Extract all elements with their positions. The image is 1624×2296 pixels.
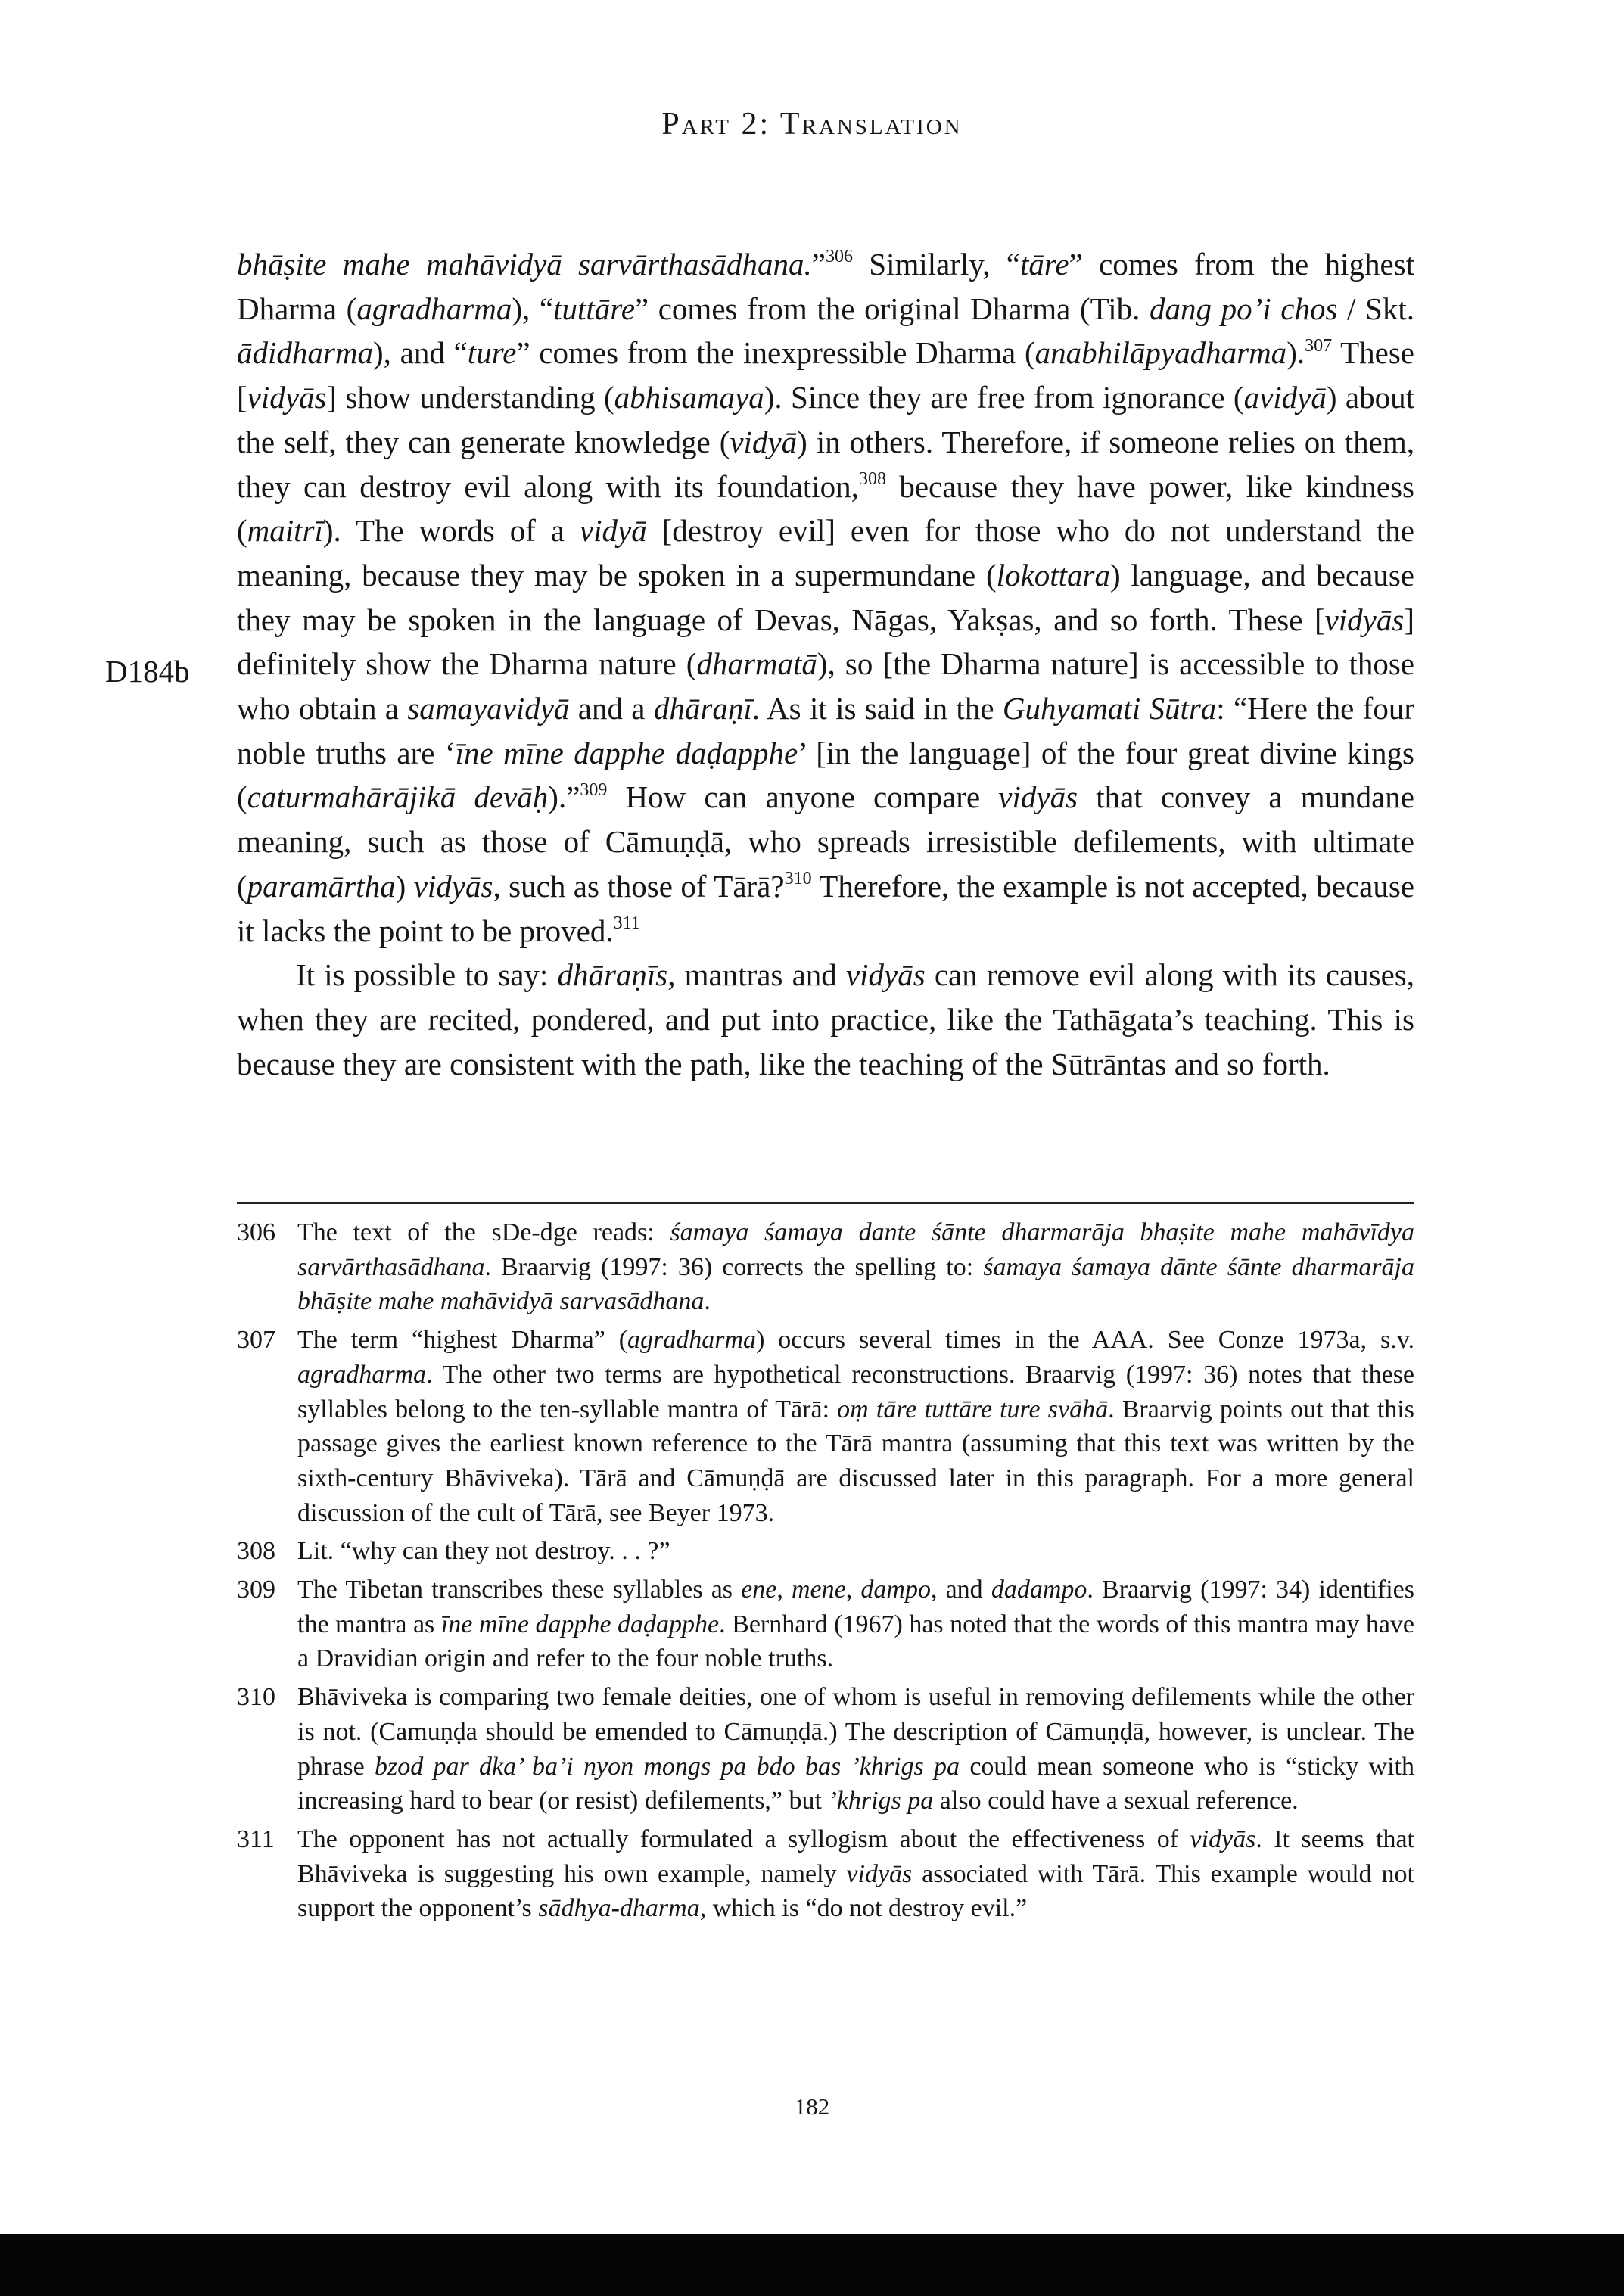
tibetan-term: dadampo	[991, 1576, 1087, 1604]
sanskrit-term: vidyās	[998, 779, 1078, 815]
text-run: It is possible to say:	[296, 957, 558, 993]
text-run: ). The words of a	[322, 513, 580, 549]
sanskrit-term: vidyās	[247, 380, 327, 415]
text-run: ” comes from the inexpressible Dharma (	[516, 335, 1035, 371]
sanskrit-term: tāre	[1020, 247, 1069, 282]
text-run: , which is “do not destroy evil.”	[699, 1894, 1028, 1923]
footnote-ref-310[interactable]: 310	[784, 869, 812, 889]
text-run: because they have power, like kindness (	[237, 468, 1415, 549]
footnote-text	[297, 1534, 1414, 1569]
mantra-syllables: īne mīne dapphe daḍapphe	[440, 1610, 720, 1638]
sanskrit-term: dhāraṇī	[653, 691, 752, 726]
text-run: ”	[811, 247, 826, 282]
footnote-text	[297, 1215, 1414, 1319]
body-paragraph-2	[237, 953, 1414, 1086]
footnote-text	[297, 1822, 1414, 1926]
sanskrit-term: vidyā	[579, 513, 647, 549]
sanskrit-term: dhāraṇīs	[557, 957, 668, 993]
text-run: / Skt.	[1337, 291, 1415, 326]
footnote-306	[237, 1215, 1414, 1319]
sanskrit-term: vidyās	[1324, 602, 1405, 637]
sanskrit-term: vidyā	[730, 424, 798, 459]
footnote-307	[237, 1323, 1414, 1530]
text-run: ,	[776, 1576, 792, 1604]
sanskrit-term: anabhilāpyadharma	[1034, 335, 1287, 371]
tibetan-term: dang po’i chos	[1149, 291, 1338, 326]
text-run: ).	[1286, 335, 1305, 371]
main-text	[237, 242, 1414, 1086]
sanskrit-term: sādhya-dharma	[538, 1894, 700, 1923]
sanskrit-term: maitrī	[247, 513, 323, 549]
footnote-309	[237, 1573, 1414, 1676]
text-run: ), so [the Dharma nature] is accessible to those who obtain a	[237, 646, 1414, 726]
text-run: How can anyone compare	[607, 779, 999, 815]
text-run: ), and “	[372, 335, 468, 371]
footnote-ref-309[interactable]: 309	[580, 779, 608, 800]
sanskrit-term: vidyās	[413, 868, 493, 904]
text-run: Bhāviveka is comparing two female deities, one of whom is useful in removing defilements while the other is not. (Camuṇḍa should be emended to Cāmuṇḍā.) The description of Cāmuṇḍā, however, is unclear. The phrase	[297, 1683, 1414, 1781]
footnote-text	[297, 1323, 1414, 1530]
footnote-ref-311[interactable]: 311	[613, 913, 640, 933]
text-run: ’ [in the language] of the four great divine kings (	[237, 735, 1415, 815]
text-run: ] definitely show the Dharma nature (	[237, 602, 1414, 682]
text-run: The term “highest Dharma” (	[297, 1326, 628, 1355]
sanskrit-term: vidyās	[1190, 1825, 1256, 1853]
tibetan-term: mene	[792, 1576, 846, 1604]
tibetan-term: ’khrigs pa	[828, 1787, 934, 1815]
text-run: ).”	[548, 779, 580, 815]
text-run: ) language, and because they may be spoken in the language of Devas, Nāgas, Yakṣas, and so forth. These [	[237, 557, 1414, 637]
text-run: : “Here the four noble truths are ‘	[237, 691, 1414, 770]
text-run: ), “	[512, 291, 554, 326]
tibetan-term: ene	[741, 1576, 777, 1604]
text-run: . Braarvig (1997: 36) corrects the spelling to:	[484, 1252, 984, 1281]
text-run: Therefore, the example is not accepted, because it lacks the point to be proved.	[237, 868, 1415, 948]
page-number: 182	[794, 2093, 830, 2120]
text-run: that convey a mundane meaning, such as those of Cāmuṇḍā, who spreads irresistible defilements, with ultimate (	[237, 779, 1414, 904]
text-run: associated with Tārā. This example would not support the opponent’s	[297, 1859, 1414, 1923]
text-run: could mean someone who is “sticky with increasing hard to bear (or resist) defilements,” but	[297, 1752, 1414, 1815]
text-run: ,	[845, 1576, 861, 1604]
footnote-number: 309	[237, 1576, 275, 1604]
footnote-ref-306[interactable]: 306	[825, 247, 853, 267]
text-run: , mantras and	[667, 957, 846, 993]
sanskrit-term: avidyā	[1243, 380, 1327, 415]
text-run: . Braarvig (1997: 34) identifies the mantra as	[297, 1576, 1415, 1638]
text-run: Lit. “why can they not destroy. . . ?”	[297, 1537, 670, 1566]
text-run: ) in others. Therefore, if someone relies on them, they can destroy evil along with its foundation,	[237, 424, 1414, 504]
body-paragraph-1	[237, 242, 1414, 953]
sanskrit-term: samayavidyā	[407, 691, 570, 726]
text-run: The opponent has not actually formulated a syllogism about the effectiveness of	[297, 1825, 1190, 1853]
footnote-number: 307	[237, 1326, 275, 1355]
text-run: ] show understanding (	[326, 380, 614, 415]
footnote-text	[297, 1680, 1414, 1818]
text-run: . Braarvig points out that this passage gives the earliest known reference to the Tārā mantra (assuming that this text was written by the sixth-century Bhāviveka). Tārā and Cāmuṇḍā are discussed later in this paragraph. For a more general discussion of the cult of Tārā, see Beyer 1973.	[297, 1395, 1414, 1527]
footnote-number: 308	[237, 1537, 275, 1566]
mantra-syllables: īne mīne dapphe daḍapphe	[455, 735, 798, 770]
sanskrit-term: bhāṣite mahe mahāvidyā sarvārthasādhana.	[237, 247, 812, 282]
sanskrit-term: paramārtha	[247, 868, 396, 904]
sanskrit-term: lokottara	[996, 557, 1110, 593]
text-run: and a	[569, 691, 654, 726]
text-run: The text of the sDe-dge reads:	[297, 1218, 670, 1246]
sanskrit-term: ture	[467, 335, 517, 371]
sanskrit-term: agradharma	[356, 291, 512, 326]
sanskrit-term: śamaya śamaya dante śānte dharmarāja bhaṣite mahe mahāvīdya sarvārthasādhana	[297, 1218, 1414, 1281]
text-run: ) occurs several times in the AAA. See Conze 1973a, s.v.	[756, 1326, 1414, 1355]
footnote-ref-308[interactable]: 308	[858, 468, 886, 489]
footnote-308	[237, 1534, 1414, 1569]
sanskrit-term: ādidharma	[237, 335, 373, 371]
text-run: . As it is said in the	[751, 691, 1003, 726]
footnote-separator-rule	[237, 1202, 1414, 1204]
text-run: )	[395, 868, 414, 904]
text-run: . Bernhard (1967) has noted that the words of this mantra may have a Dravidian origin and refer to the four noble truths.	[297, 1610, 1414, 1673]
text-run: Similarly, “	[852, 247, 1021, 282]
sanskrit-term: vidyās	[845, 957, 926, 993]
tibetan-term: bzod par dka’ ba’i nyon mongs pa bdo bas ’khrigs pa	[375, 1752, 960, 1781]
text-run: . It seems that Bhāviveka is suggesting his own example, namely	[297, 1825, 1414, 1888]
tibetan-term: dampo	[860, 1576, 931, 1604]
footnote-310	[237, 1680, 1414, 1818]
text-run: also could have a sexual reference.	[933, 1787, 1299, 1815]
text-run: [destroy evil] even for those who do not understand the meaning, because they may be spoken in a supermundane (	[237, 513, 1414, 593]
text-run: The Tibetan transcribes these syllables as	[297, 1576, 742, 1604]
text-run: .	[704, 1287, 711, 1316]
text-run: , and	[930, 1576, 991, 1604]
text-run: ” comes from the original Dharma (Tib.	[634, 291, 1150, 326]
sanskrit-term: agradharma	[627, 1326, 757, 1355]
folio-reference: D184b	[105, 654, 190, 689]
footnote-ref-307[interactable]: 307	[1305, 335, 1333, 356]
sanskrit-term: śamaya śamaya dānte śānte dharmarāja bhāṣite mahe mahāvidyā sarvasādhana	[297, 1252, 1414, 1316]
sanskrit-term: tuttāre	[553, 291, 635, 326]
footnote-311	[237, 1822, 1414, 1926]
sanskrit-term: dharmatā	[696, 646, 817, 682]
footnote-text	[297, 1573, 1414, 1676]
text-run: These [	[237, 335, 1415, 415]
text-run: can remove evil along with its causes, when they are recited, pondered, and put into practice, like the Tathāgata’s teaching. This is because they are consistent with the path, like the teaching of the Sūtrāntas and so forth.	[237, 957, 1414, 1081]
sanskrit-term: caturmahārājikā devāḥ	[247, 779, 549, 815]
footnote-number: 306	[237, 1218, 275, 1246]
footnote-number: 311	[237, 1825, 275, 1853]
footnotes	[237, 1215, 1414, 1930]
sanskrit-term: agradharma	[297, 1360, 427, 1389]
text-run: . The other two terms are hypothetical reconstructions. Braarvig (1997: 36) notes that these syllables belong to the ten-syllable mantra of Tārā:	[297, 1360, 1414, 1423]
sanskrit-term: vidyās	[846, 1859, 913, 1888]
mantra-syllables: oṃ tāre tuttāre ture svāhā	[837, 1395, 1109, 1423]
text-run: ). Since they are free from ignorance (	[764, 380, 1244, 415]
work-title: Guhyamati Sūtra	[1002, 691, 1217, 726]
running-head: Part 2: Translation	[661, 107, 963, 142]
text-run: , such as those of Tārā?	[493, 868, 785, 904]
sanskrit-term: abhisamaya	[614, 380, 764, 415]
footnote-number: 310	[237, 1683, 275, 1712]
scan-edge-bar	[0, 2234, 1624, 2296]
text-run: ) about the self, they can generate knowledge (	[237, 380, 1414, 459]
text-run: ” comes from the highest Dharma (	[237, 247, 1414, 326]
